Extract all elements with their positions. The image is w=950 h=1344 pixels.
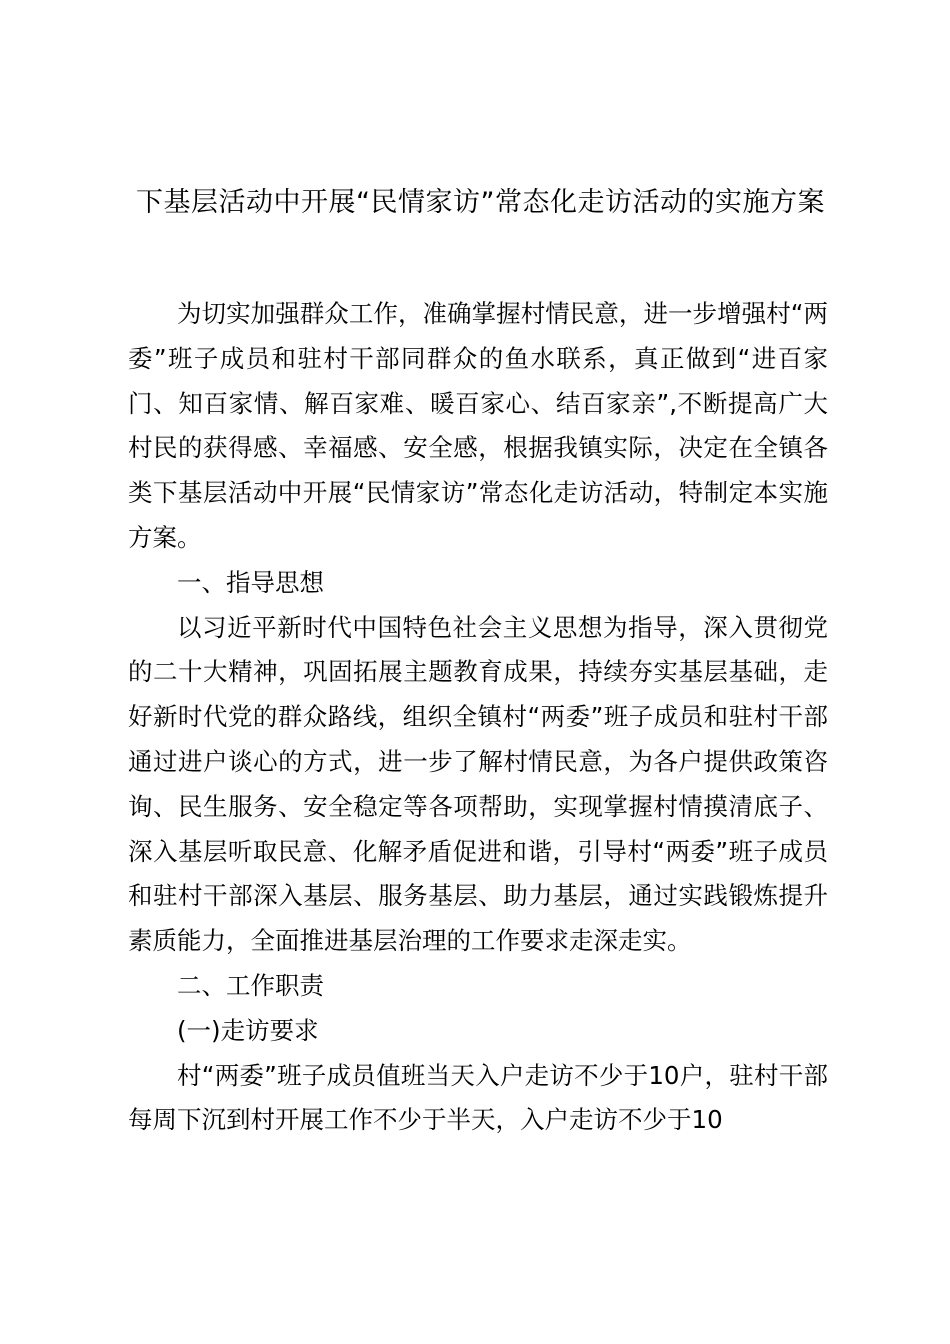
section-heading-guiding-ideology: 一、指导思想 bbox=[177, 567, 324, 597]
guiding-ideology-paragraph: 以习近平新时代中国特色社会主义思想为指导，深入贯彻党的二十大精神，巩固拓展主题教育成果，持续夯实基层基础，走好新时代党的群众路线，组织全镇村“两委”班子成员和驻村干部通过进户谈心的方式，进一步了解村情民意，为各户提供政策咨询、民生服务、安全稳定等各项帮助，实现掌握村情摸清底子、深入基层听取民意、化解矛盾促进和谐，引导村“两委”班子成员和驻村干部深入基层、服务基层、助力基层，通过实践锻炼提升素质能力，全面推进基层治理的工作要求走深走实。 bbox=[128, 612, 828, 956]
subsection-heading-visit-requirements: (一)走访要求 bbox=[177, 1015, 319, 1045]
visit-requirements-paragraph: 村“两委”班子成员值班当天入户走访不少于10户，驻村干部每周下沉到村开展工作不少于半天，入户走访不少于10 bbox=[128, 1060, 828, 1135]
document-title: 下基层活动中开展“民情家访”常态化走访活动的实施方案 bbox=[136, 187, 825, 218]
intro-paragraph: 为切实加强群众工作，准确掌握村情民意，进一步增强村“两委”班子成员和驻村干部同群众的鱼水联系，真正做到“进百家门、知百家情、解百家难、暖百家心、结百家亲”,不断提高广大村民的获得感、幸福感、安全感，根据我镇实际，决定在全镇各类下基层活动中开展“民情家访”常态化走访活动，特制定本实施方案。 bbox=[128, 299, 828, 552]
section-heading-work-duties: 二、工作职责 bbox=[177, 970, 324, 1000]
document-body bbox=[128, 292, 828, 1143]
